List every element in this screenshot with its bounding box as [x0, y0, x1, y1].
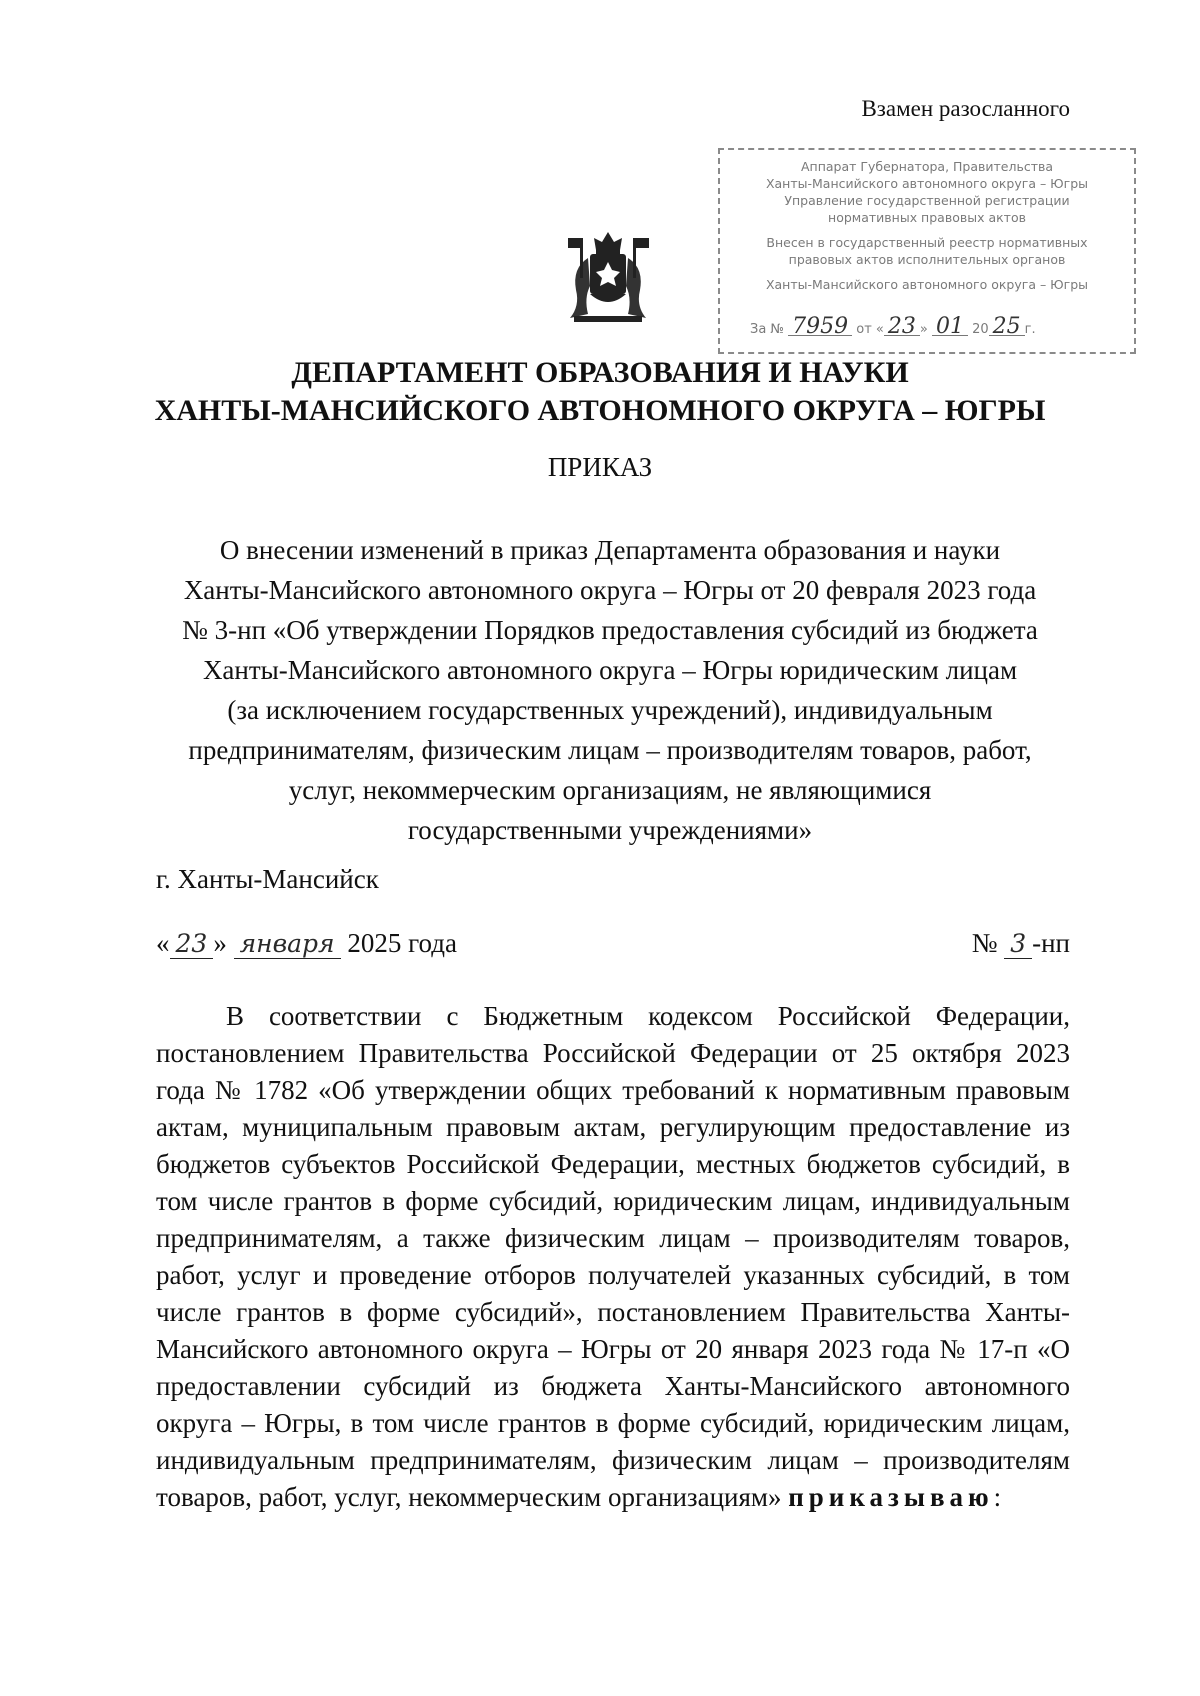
stamp-line: Внесен в государственный реестр нормативных: [766, 235, 1088, 250]
order-word: приказываю: [788, 1482, 994, 1512]
body-paragraph: В соответствии с Бюджетным кодексом Российской Федерации, постановлением Правительства Российской Федерации от 25 октября 2023 года № 1782 «Об утверждении общих требований к нормативным правовым актам, муниципальным правовым актам, регулирующим предоставление из бюджетов субъектов Российской Федерации, местных бюджетов субсидий, в том числе грантов в форме субсидий, юридическим лицам, индивидуальным предпринимателям, а также физическим лицам – производителям товаров, работ, услуг и проведение отборов получателей указанных субсидий, в том числе грантов в форме субсидий», постановлением Правительства Ханты-Мансийского автономного округа – Югры от 20 января 2023 года № 17-п «О предоставлении субсидий из бюджета Ханты-Мансийского автономного округа – Югры, в том числе грантов в форме субсидий, юридическим лицам, индивидуальным предпринимателям, физическим лицам – производителям товаров, работ, услуг, некоммерческим организациям»: [156, 1001, 1070, 1512]
stamp-line: нормативных правовых актов: [828, 210, 1026, 225]
subject-line: Ханты-Мансийского автономного округа – Югры юридическим лицам: [202, 655, 1018, 685]
order-number: № 3 -нп: [971, 928, 1070, 958]
replace-note: Взамен разосланного: [861, 96, 1070, 121]
registration-stamp: [718, 148, 1136, 354]
subject-line: услуг, некоммерческим организациям, не являющимися: [288, 775, 932, 805]
subject-line: (за исключением государственных учреждений), индивидуальным: [227, 695, 993, 725]
date-month: января: [234, 929, 341, 959]
stamp-reg-number: 7959: [788, 318, 852, 336]
stamp-line: Аппарат Губернатора, Правительства: [800, 159, 1054, 174]
order-body: В соответствии с Бюджетным кодексом Российской Федерации, постановлением Правительства Российской Федерации от 25 октября 2023 года № 1782 «Об утверждении общих требований к нормативным правовым актам, муниципальным правовым актам, регулирующим предоставление из бюджетов субъектов Российской Федерации, местных бюджетов субсидий, в том числе грантов в форме субсидий, юридическим лицам, индивидуальным предпринимателям, а также физическим лицам – производителям товаров, работ, услуг и проведение отборов получателей указанных субсидий, в том числе грантов в форме субсидий», постановлением Правительства Ханты-Мансийского автономного округа – Югры от 20 января 2023 года № 17-п «О предоставлении субсидий из бюджета Ханты-Мансийского автономного округа – Югры, в том числе грантов в форме субсидий, юридическим лицам, индивидуальным предпринимателям, физическим лицам – производителям товаров, работ, услуг, некоммерческим организациям» приказываю:: [156, 1001, 1070, 1512]
stamp-line: Ханты-Мансийского автономного округа – Югры: [765, 176, 1089, 191]
subject-line: предпринимателям, физическим лицам – производителям товаров, работ,: [188, 735, 1032, 765]
stamp-reg-month: 01: [932, 318, 968, 336]
coat-of-arms-icon: [560, 228, 656, 328]
order-subject: [150, 530, 1070, 850]
stamp-registration-line: За № 7959 от « 23 » 01 20 25 г.: [750, 314, 1036, 339]
department-title: ДЕПАРТАМЕНТ ОБРАЗОВАНИЯ И НАУКИ ХАНТЫ-МАНСИЙСКОГО АВТОНОМНОГО ОКРУГА – ЮГРЫ: [154, 356, 1046, 427]
stamp-line: Управление государственной регистрации: [784, 193, 1070, 208]
order-number-value: 3: [1004, 929, 1032, 959]
subject-line: государственными учреждениями»: [407, 815, 813, 845]
stamp-reg-year: 25: [989, 318, 1025, 336]
subject-line: О внесении изменений в приказ Департамента образования и науки: [219, 535, 1001, 565]
stamp-reg-day: 23: [884, 318, 920, 336]
subject-line: № 3-нп «Об утверждении Порядков предоставления субсидий из бюджета: [182, 615, 1038, 645]
stamp-line: Ханты-Мансийского автономного округа – Югры: [765, 277, 1089, 292]
date-day: 23: [170, 929, 214, 959]
place-of-issue: г. Ханты-Мансийск: [156, 864, 379, 894]
document-type: ПРИКАЗ: [547, 452, 653, 482]
subject-line: Ханты-Мансийского автономного округа – Югры от 20 февраля 2023 года: [183, 575, 1037, 605]
order-date: « 23 » января 2025 года: [156, 928, 457, 958]
date-year: 2025 года: [347, 928, 457, 958]
stamp-line: правовых актов исполнительных органов: [788, 252, 1066, 267]
